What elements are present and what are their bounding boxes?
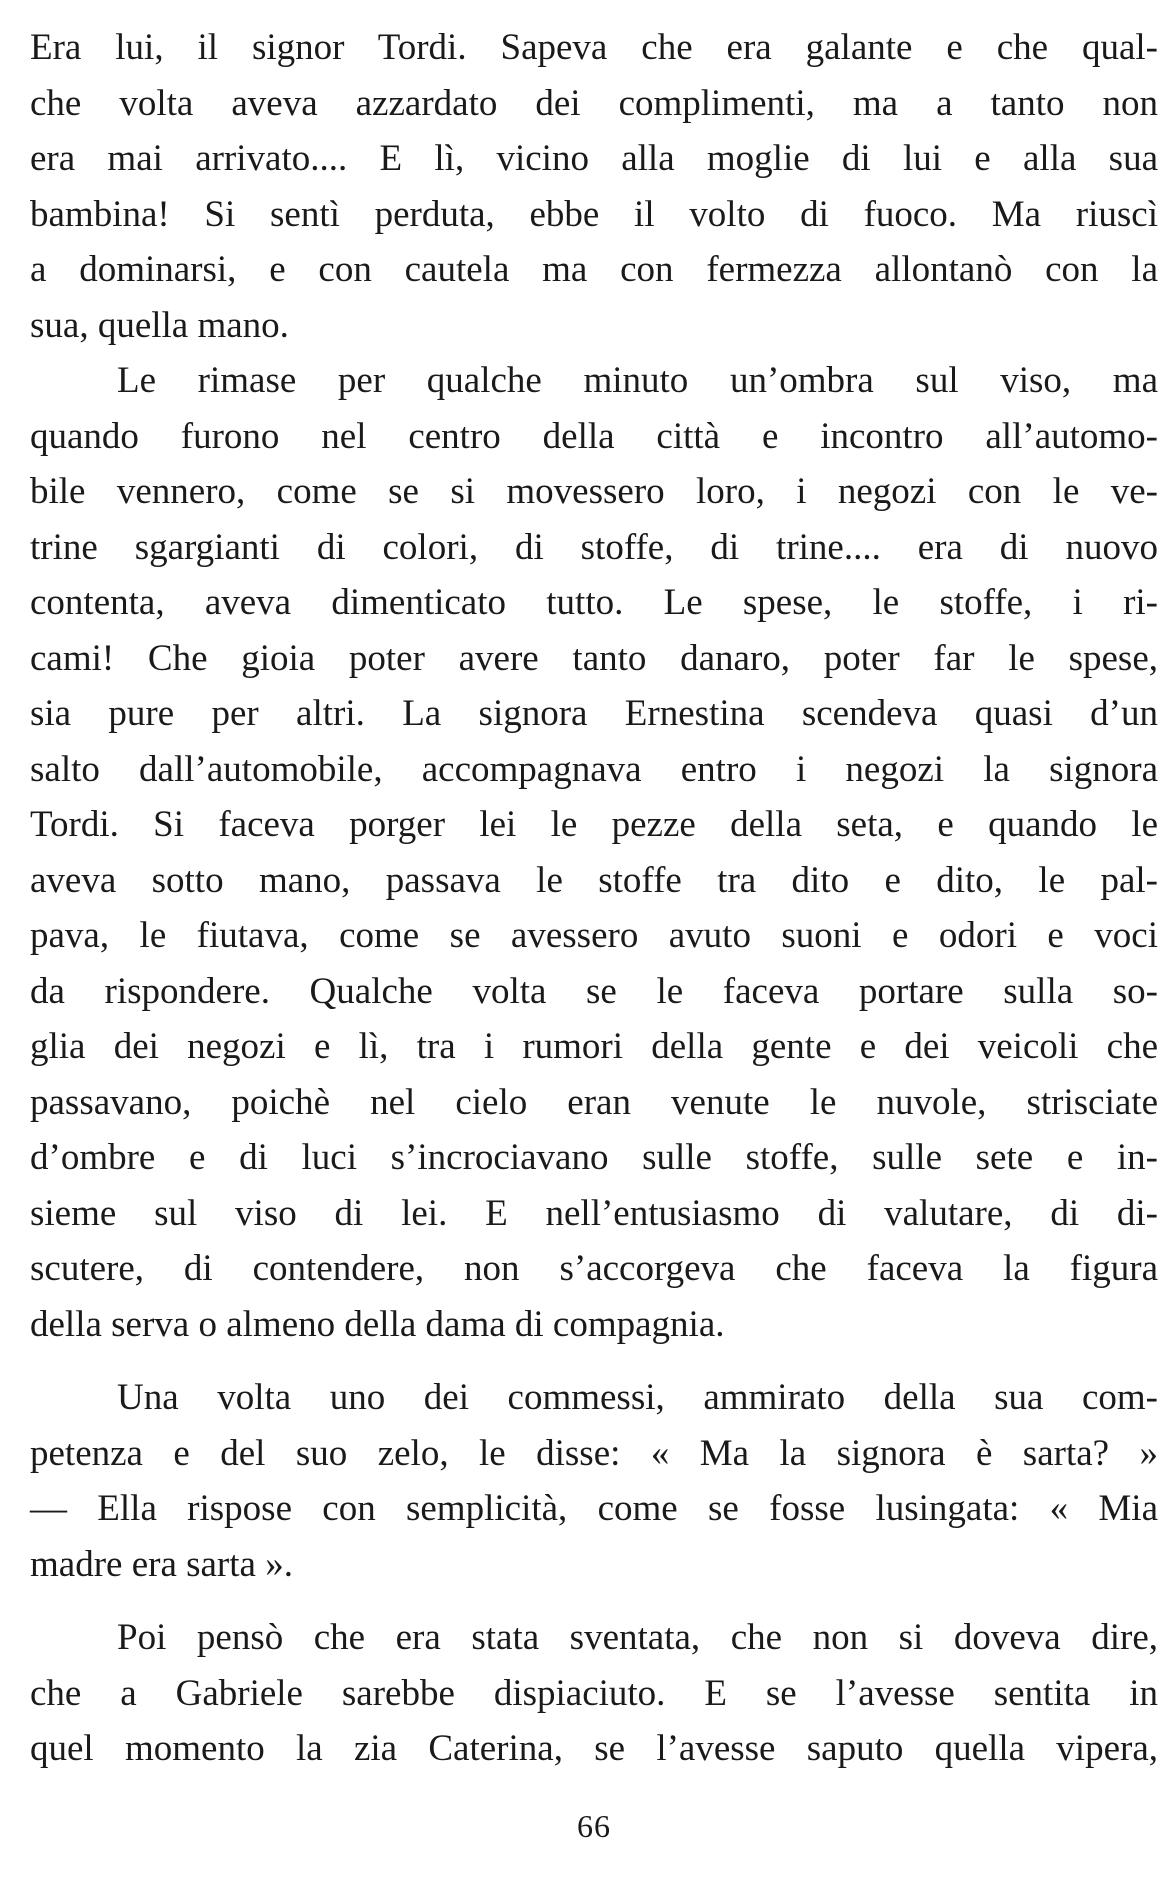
text-line: della serva o almeno della dama di compagnia. [30,1303,725,1345]
paragraph-1 [30,20,1158,353]
text-line: trine sgargianti di colori, di stoffe, di trine.... era di nuovo [30,526,1158,568]
text-line: — Ella rispose con semplicità, come se fosse lusingata: « Mia [30,1488,1158,1529]
book-page [30,20,1158,1865]
text-line: a dominarsi, e con cautela ma con fermezza allontanò con la [30,249,1158,290]
text-line: Le rimase per qualche minuto un’ombra sul viso, ma [117,360,1158,401]
paragraph-3 [30,1370,1158,1592]
paragraph-4 [30,1610,1158,1777]
text-line: sua, quella mano. [30,304,289,346]
paragraph-2 [30,353,1158,1352]
text-line: quel momento la zia Caterina, se l’avesse saputo quella vipera, [30,1728,1158,1769]
text-line: era mai arrivato.... E lì, vicino alla moglie di lui e alla sua [30,138,1158,179]
text-line: bile vennero, come se si movessero loro, i negozi con le ve- [30,471,1158,512]
text-line: sia pure per altri. La signora Ernestina scendeva quasi d’un [30,693,1158,734]
text-line: d’ombre e di luci s’incrociavano sulle stoffe, sulle sete e in- [30,1137,1158,1178]
text-line: Tordi. Si faceva porger lei le pezze della seta, e quando le [30,804,1158,845]
text-line: glia dei negozi e lì, tra i rumori della gente e dei veicoli che [30,1026,1158,1067]
text-line: pava, le fiutava, come se avessero avuto suoni e odori e voci [30,915,1158,956]
text-line: sieme sul viso di lei. E nell’entusiasmo di valutare, di di- [30,1192,1158,1234]
text-line: aveva sotto mano, passava le stoffe tra dito e dito, le pal- [30,859,1158,901]
text-line: Era lui, il signor Tordi. Sapeva che era galante e che qual- [30,27,1158,68]
text-line: salto dall’automobile, accompagnava entro i negozi la signora [30,748,1158,790]
text-line: contenta, aveva dimenticato tutto. Le spese, le stoffe, i ri- [30,582,1158,623]
text-line: che a Gabriele sarebbe dispiaciuto. E se l’avesse sentita in [30,1672,1158,1714]
text-line: che volta aveva azzardato dei complimenti, ma a tanto non [30,82,1158,124]
page-number: 66 [577,1808,611,1844]
text-line: petenza e del suo zelo, le disse: « Ma la signora è sarta? » [30,1432,1158,1474]
text-line: Una volta uno dei commessi, ammirato della sua com- [117,1377,1158,1418]
text-line: da rispondere. Qualche volta se le faceva portare sulla so- [30,970,1158,1012]
text-line: Poi pensò che era stata sventata, che non si doveva dire, [117,1617,1158,1658]
text-line: madre era sarta ». [30,1543,293,1585]
text-line: cami! Che gioia poter avere tanto danaro, poter far le spese, [30,637,1158,679]
text-line: scutere, di contendere, non s’accorgeva che faceva la figura [30,1248,1158,1289]
body-text [30,20,1158,1777]
text-line: passavano, poichè nel cielo eran venute le nuvole, strisciate [30,1081,1158,1123]
text-line: quando furono nel centro della città e incontro all’automo- [30,415,1158,457]
text-line: bambina! Si sentì perduta, ebbe il volto di fuoco. Ma riuscì [30,193,1158,235]
